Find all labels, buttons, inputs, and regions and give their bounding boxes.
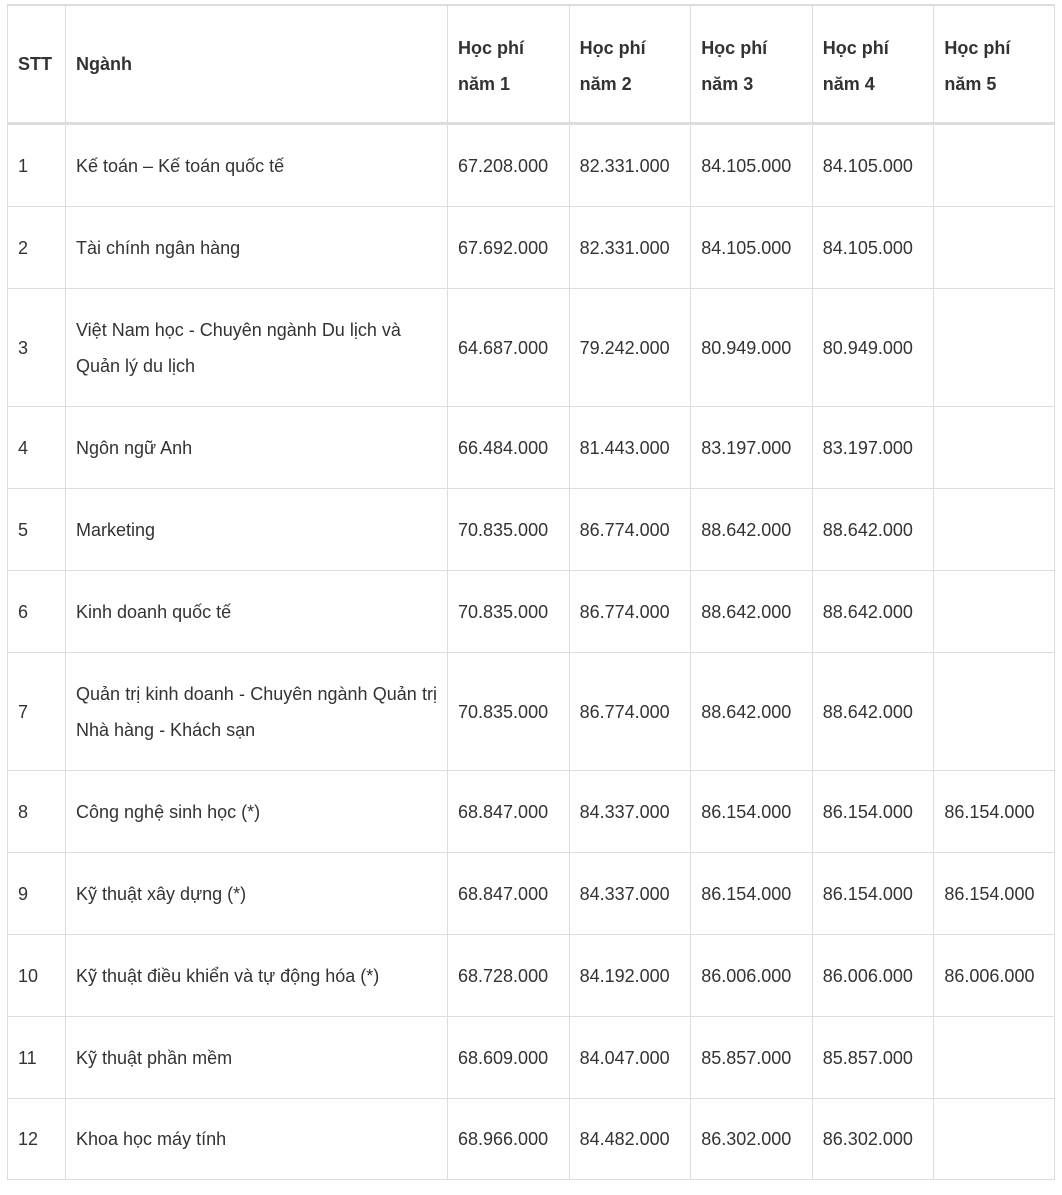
header-year-1 (447, 6, 569, 122)
cell-year-1: 70.835.000 (447, 489, 569, 570)
header-year-2-label: Học phí năm 2 (579, 38, 646, 94)
cell-year-2: 81.443.000 (569, 407, 691, 488)
table-row (7, 770, 1055, 852)
cell-year-3: 86.154.000 (690, 771, 812, 852)
cell-year-5 (933, 653, 1055, 770)
cell-year-5 (933, 1099, 1055, 1179)
cell-name-text: Việt Nam học - Chuyên ngành Du lịch và Quản lý du lịch (76, 319, 401, 376)
cell-year-4: 84.105.000 (812, 207, 934, 288)
cell-year-4: 80.949.000 (812, 289, 934, 406)
cell-year-3: 84.105.000 (690, 125, 812, 206)
cell-year-1: 70.835.000 (447, 653, 569, 770)
header-year-3 (690, 6, 812, 122)
cell-year-5 (933, 207, 1055, 288)
cell-name: Khoa học máy tính (65, 1099, 447, 1179)
cell-year-5 (933, 571, 1055, 652)
cell-stt: 5 (7, 489, 65, 570)
cell-year-5: 86.154.000 (933, 853, 1055, 934)
table-row (7, 934, 1055, 1016)
cell-year-5: 86.006.000 (933, 935, 1055, 1016)
cell-year-4: 86.302.000 (812, 1099, 934, 1179)
cell-name: Kế toán – Kế toán quốc tế (65, 125, 447, 206)
cell-name: Kỹ thuật phần mềm (65, 1017, 447, 1098)
cell-year-2: 84.482.000 (569, 1099, 691, 1179)
table-row (7, 206, 1055, 288)
cell-stt: 9 (7, 853, 65, 934)
cell-name-text: Quản trị kinh doanh - Chuyên ngành Quản trị Nhà hàng - Khách sạn (76, 683, 437, 740)
header-year-4 (812, 6, 934, 122)
cell-name: Marketing (65, 489, 447, 570)
cell-year-2: 82.331.000 (569, 207, 691, 288)
cell-year-3: 88.642.000 (690, 571, 812, 652)
cell-year-5 (933, 289, 1055, 406)
cell-year-3: 88.642.000 (690, 489, 812, 570)
cell-year-1: 67.692.000 (447, 207, 569, 288)
cell-name: Kỹ thuật xây dựng (*) (65, 853, 447, 934)
cell-name: Kinh doanh quốc tế (65, 571, 447, 652)
cell-year-2: 79.242.000 (569, 289, 691, 406)
header-name-label: Ngành (76, 54, 132, 74)
cell-year-1: 67.208.000 (447, 125, 569, 206)
cell-year-3: 80.949.000 (690, 289, 812, 406)
cell-stt: 1 (7, 125, 65, 206)
cell-year-1: 68.966.000 (447, 1099, 569, 1179)
header-year-1-label: Học phí năm 1 (458, 38, 524, 94)
cell-year-1: 70.835.000 (447, 571, 569, 652)
cell-year-1: 66.484.000 (447, 407, 569, 488)
cell-year-2: 84.337.000 (569, 853, 691, 934)
table-row (7, 488, 1055, 570)
table-row (7, 1016, 1055, 1098)
cell-stt: 6 (7, 571, 65, 652)
cell-stt: 10 (7, 935, 65, 1016)
cell-name (65, 653, 447, 770)
header-year-5-label: Học phí năm 5 (944, 38, 1011, 94)
cell-year-4: 85.857.000 (812, 1017, 934, 1098)
cell-stt: 12 (7, 1099, 65, 1179)
cell-stt: 7 (7, 653, 65, 770)
cell-year-3: 85.857.000 (690, 1017, 812, 1098)
cell-name: Ngôn ngữ Anh (65, 407, 447, 488)
cell-year-5 (933, 1017, 1055, 1098)
cell-year-4: 83.197.000 (812, 407, 934, 488)
cell-year-2: 84.047.000 (569, 1017, 691, 1098)
cell-year-5 (933, 407, 1055, 488)
table-row (7, 1098, 1055, 1180)
cell-year-5 (933, 489, 1055, 570)
cell-year-4: 86.006.000 (812, 935, 934, 1016)
cell-year-3: 88.642.000 (690, 653, 812, 770)
cell-year-3: 86.006.000 (690, 935, 812, 1016)
cell-stt: 3 (7, 289, 65, 406)
cell-year-2: 86.774.000 (569, 653, 691, 770)
cell-name: Tài chính ngân hàng (65, 207, 447, 288)
header-year-4-label: Học phí năm 4 (822, 38, 889, 94)
cell-name: Kỹ thuật điều khiển và tự động hóa (*) (65, 935, 447, 1016)
table-row (7, 652, 1055, 770)
cell-year-2: 84.192.000 (569, 935, 691, 1016)
cell-year-2: 86.774.000 (569, 489, 691, 570)
cell-year-1: 68.847.000 (447, 771, 569, 852)
header-stt-label: STT (18, 54, 52, 74)
cell-name: Công nghệ sinh học (*) (65, 771, 447, 852)
cell-year-1: 68.728.000 (447, 935, 569, 1016)
cell-year-4: 86.154.000 (812, 853, 934, 934)
table-row (7, 852, 1055, 934)
cell-year-4: 84.105.000 (812, 125, 934, 206)
cell-year-2: 84.337.000 (569, 771, 691, 852)
cell-year-5: 86.154.000 (933, 771, 1055, 852)
cell-year-2: 86.774.000 (569, 571, 691, 652)
cell-year-3: 84.105.000 (690, 207, 812, 288)
cell-year-2: 82.331.000 (569, 125, 691, 206)
table-header (7, 4, 1055, 124)
header-name (65, 6, 447, 122)
cell-year-5 (933, 125, 1055, 206)
table-row (7, 406, 1055, 488)
cell-year-3: 83.197.000 (690, 407, 812, 488)
header-stt (7, 6, 65, 122)
cell-name (65, 289, 447, 406)
table-row (7, 570, 1055, 652)
cell-year-1: 68.609.000 (447, 1017, 569, 1098)
tuition-table (7, 4, 1055, 1183)
header-year-5 (933, 6, 1055, 122)
table-row (7, 124, 1055, 206)
cell-year-1: 64.687.000 (447, 289, 569, 406)
header-year-3-label: Học phí năm 3 (701, 38, 768, 94)
cell-year-4: 88.642.000 (812, 571, 934, 652)
table-row (7, 288, 1055, 406)
cell-stt: 11 (7, 1017, 65, 1098)
cell-year-4: 88.642.000 (812, 653, 934, 770)
cell-year-4: 86.154.000 (812, 771, 934, 852)
cell-stt: 4 (7, 407, 65, 488)
cell-year-1: 68.847.000 (447, 853, 569, 934)
cell-year-4: 88.642.000 (812, 489, 934, 570)
cell-stt: 8 (7, 771, 65, 852)
cell-year-3: 86.154.000 (690, 853, 812, 934)
header-year-2 (569, 6, 691, 122)
cell-year-3: 86.302.000 (690, 1099, 812, 1179)
cell-stt: 2 (7, 207, 65, 288)
